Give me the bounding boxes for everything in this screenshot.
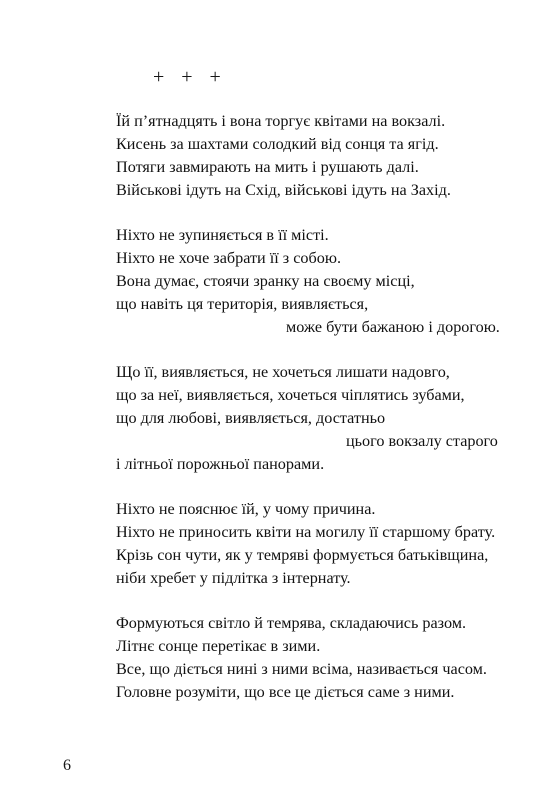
stanza xyxy=(116,612,516,704)
poem-line: Їй п’ятнадцять і вона торгує квітами на вокзалі. xyxy=(116,112,446,130)
section-ornament: + + + xyxy=(153,66,227,88)
poem-line: ніби хребет у підлітка з інтернату. xyxy=(116,569,351,587)
poem-line: Потяги завмирають на мить і рушають далі. xyxy=(116,158,419,176)
poem-line: Що її, виявляється, не хочеться лишати надовго, xyxy=(116,363,450,381)
poem-line: Кисень за шахтами солодкий від сонця та ягід. xyxy=(116,135,439,153)
poem-line: Головне розуміти, що все це діється саме з ними. xyxy=(116,683,455,701)
stanza xyxy=(116,498,516,590)
poem-line: Ніхто не приносить квіти на могилу її старшому брату. xyxy=(116,523,496,541)
poem-line: що навіть ця територія, виявляється, xyxy=(116,295,369,313)
poem-line: Ніхто не хоче забрати її з собою. xyxy=(116,249,341,267)
poem-line: Все, що діється нині з ними всіма, називається часом. xyxy=(116,660,487,678)
poem-line: Літнє сонце перетікає в зими. xyxy=(116,637,321,655)
poem-line: і літньої порожньої панорами. xyxy=(116,455,325,473)
poem-line: Крізь сон чути, як у темряві формується батьківщина, xyxy=(116,546,489,564)
poem-line: Вона думає, стоячи зранку на своєму місці, xyxy=(116,272,415,290)
poem-line: що для любові, виявляється, достатньо xyxy=(116,409,386,427)
poem-body xyxy=(116,110,516,726)
poem-line: Формуються світло й темрява, складаючись разом. xyxy=(116,614,467,632)
poem-line-indented: може бути бажаною і дорогою. xyxy=(286,318,500,336)
poem-line-indented: цього вокзалу старого xyxy=(346,432,498,450)
stanza xyxy=(116,224,516,339)
poem-line: Військові ідуть на Схід, військові ідуть на Захід. xyxy=(116,181,451,199)
poem-line: Ніхто не зупиняється в її місті. xyxy=(116,226,329,244)
poem-line: Ніхто не пояснює їй, у чому причина. xyxy=(116,500,376,518)
stanza xyxy=(116,110,516,202)
stanza xyxy=(116,361,516,476)
page-number: 6 xyxy=(63,757,71,774)
poem-line: що за неї, виявляється, хочеться чіплятись зубами, xyxy=(116,386,465,404)
